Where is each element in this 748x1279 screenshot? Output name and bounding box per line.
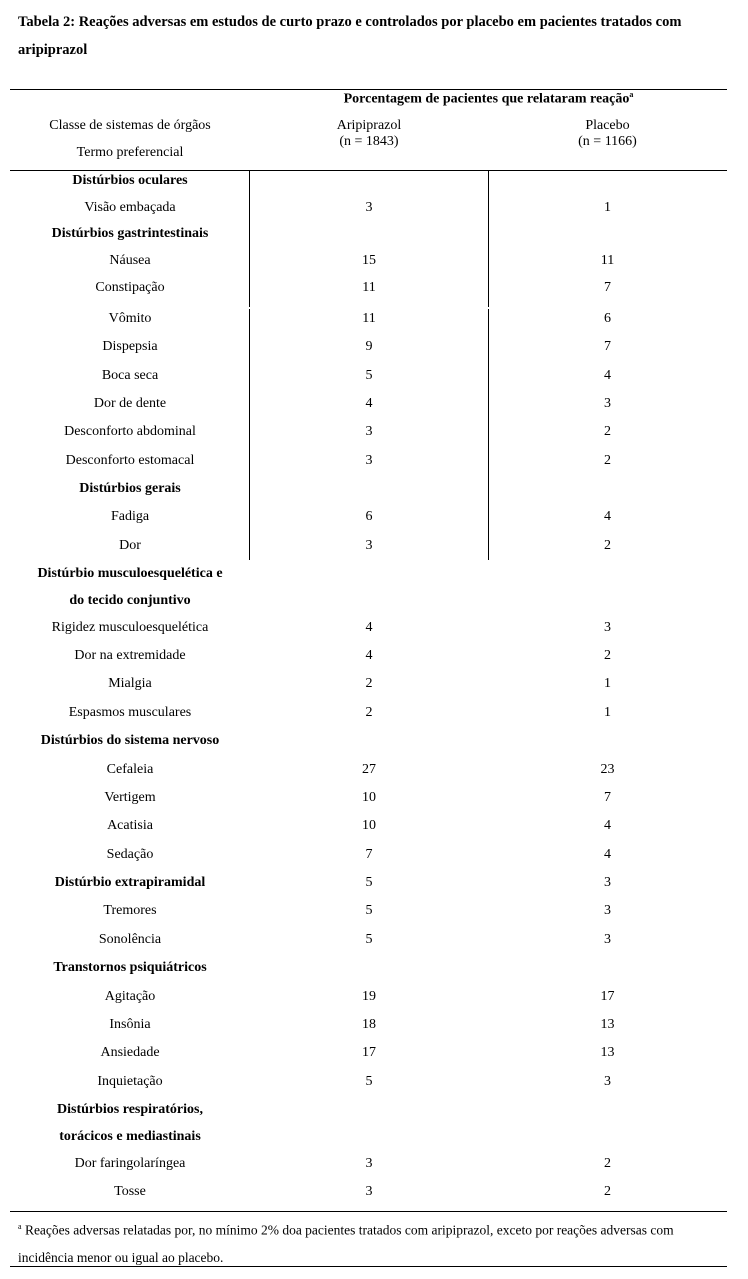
term-label: Agitação [104, 989, 156, 1004]
aripiprazol-value: 5 [365, 932, 373, 947]
term-label: Insônia [109, 1017, 151, 1032]
term-label: Constipação [95, 280, 165, 295]
term-label: Cefaleia [106, 762, 154, 777]
term-label: Inquietação [97, 1074, 163, 1089]
placebo-value: 2 [604, 538, 611, 553]
category-label: Distúrbios gerais [79, 481, 181, 496]
aripiprazol-value: 6 [365, 509, 373, 524]
term-label: Espasmos musculares [68, 705, 192, 720]
aripiprazol-value: 11 [362, 280, 376, 295]
placebo-value: 1 [604, 705, 611, 720]
category-label: do tecido conjuntivo [69, 593, 191, 608]
footnote-sup: a [18, 1222, 22, 1231]
table-title: Tabela 2: Reações adversas em estudos de curto prazo e controlados por placebo em pacientes tratados com aripiprazol [18, 14, 682, 58]
aripiprazol-value: 10 [362, 790, 376, 805]
category-label: Distúrbios do sistema nervoso [40, 733, 220, 748]
aripiprazol-value: 4 [365, 648, 373, 663]
term-label: Visão embaçada [84, 200, 176, 215]
placebo-value: 2 [604, 648, 611, 663]
placebo-value: 2 [604, 453, 611, 468]
aripiprazol-value: 3 [365, 200, 373, 215]
group-header-sup: a [629, 90, 634, 99]
col1-header-line1: Classe de sistemas de órgãos [49, 118, 211, 133]
col2-header-line2: (n = 1843) [339, 134, 399, 149]
placebo-value: 3 [604, 620, 611, 635]
aripiprazol-value: 2 [365, 705, 373, 720]
aripiprazol-value: 4 [365, 620, 373, 635]
placebo-value: 2 [604, 424, 611, 439]
term-label: Sonolência [98, 932, 162, 947]
category-label: Distúrbio extrapiramidal [54, 875, 206, 890]
col2-header [250, 118, 488, 150]
footnote [18, 1213, 728, 1271]
placebo-value: 3 [604, 1074, 611, 1089]
placebo-value: 2 [604, 1184, 611, 1199]
footnote-rule [10, 1266, 727, 1267]
aripiprazol-value: 5 [365, 1074, 373, 1089]
term-label: Dor faringolaríngea [74, 1156, 186, 1171]
group-header-text: Porcentagem de pacientes que relataram reação [343, 91, 630, 107]
term-label: Acatisia [107, 818, 153, 833]
aripiprazol-value: 3 [365, 1184, 373, 1199]
term-label: Desconforto estomacal [65, 453, 195, 468]
category-label: Distúrbios gastrintestinais [51, 226, 209, 241]
placebo-value: 13 [600, 1045, 615, 1060]
aripiprazol-value: 9 [365, 339, 373, 354]
category-label: Transtornos psiquiátricos [53, 960, 207, 975]
aripiprazol-value: 17 [362, 1045, 376, 1060]
aripiprazol-value: 10 [362, 818, 376, 833]
placebo-value: 6 [604, 311, 611, 326]
col3-header-line1: Placebo [585, 118, 630, 133]
term-label: Vertigem [104, 790, 156, 805]
col3-header [488, 118, 727, 150]
aripiprazol-value: 3 [365, 1156, 373, 1171]
placebo-value: 3 [604, 932, 611, 947]
category-label: Distúrbios oculares [72, 173, 188, 188]
term-label: Fadiga [110, 509, 150, 524]
category-label: torácicos e mediastinais [59, 1129, 201, 1144]
placebo-value: 3 [604, 903, 611, 918]
term-label: Ansiedade [100, 1045, 160, 1060]
placebo-value: 4 [604, 509, 611, 524]
placebo-value: 4 [604, 847, 611, 862]
category-label: Distúrbios respiratórios, [57, 1102, 203, 1117]
placebo-value: 2 [604, 1156, 611, 1171]
group-header [250, 90, 727, 108]
aripiprazol-value: 5 [365, 903, 373, 918]
term-label: Dispepsia [102, 339, 158, 354]
placebo-value: 13 [600, 1017, 615, 1032]
placebo-value: 7 [604, 280, 611, 295]
placebo-value: 17 [600, 989, 615, 1004]
term-label: Sedação [106, 847, 154, 862]
term-label: Tosse [114, 1184, 146, 1199]
term-label: Tremores [103, 903, 157, 918]
aripiprazol-value: 2 [365, 676, 373, 691]
col2-header-line1: Aripiprazol [336, 118, 402, 133]
col1-header-line2: Termo preferencial [76, 145, 184, 160]
aripiprazol-value: 5 [365, 368, 373, 383]
aripiprazol-value: 3 [365, 424, 373, 439]
aripiprazol-value: 11 [362, 311, 376, 326]
term-label: Dor de dente [93, 396, 167, 411]
col3-header-line2: (n = 1166) [578, 134, 637, 149]
aripiprazol-value: 27 [362, 762, 376, 777]
aripiprazol-value: 18 [362, 1017, 376, 1032]
footnote-text: Reações adversas relatadas por, no mínimo 2% doa pacientes tratados com aripiprazol, exceto por reações adversas com incidência menor ou igual ao placebo. [18, 1222, 674, 1265]
aripiprazol-value: 4 [365, 396, 373, 411]
placebo-value: 4 [604, 368, 611, 383]
term-label: Dor na extremidade [74, 648, 186, 663]
term-label: Desconforto abdominal [64, 424, 196, 439]
category-label: Distúrbio musculoesquelética e [37, 566, 223, 581]
term-label: Vômito [108, 311, 152, 326]
bottom-rule [10, 1211, 727, 1212]
placebo-value: 4 [604, 818, 611, 833]
aripiprazol-value: 3 [365, 453, 373, 468]
placebo-value: 7 [604, 790, 611, 805]
term-label: Mialgia [108, 676, 152, 691]
aripiprazol-value: 3 [365, 538, 373, 553]
term-label: Boca seca [101, 368, 159, 383]
placebo-value: 3 [604, 875, 611, 890]
placebo-value: 11 [600, 253, 615, 268]
aripiprazol-value: 7 [365, 847, 373, 862]
placebo-value: 1 [604, 676, 611, 691]
aripiprazol-value: 5 [365, 875, 373, 890]
term-label: Rigidez musculoesquelética [51, 620, 209, 635]
placebo-value: 7 [604, 339, 611, 354]
placebo-value: 1 [604, 200, 611, 215]
aripiprazol-value: 15 [362, 253, 376, 268]
placebo-value: 23 [600, 762, 615, 777]
placebo-value: 3 [604, 396, 611, 411]
term-label: Náusea [109, 253, 151, 268]
term-label: Dor [119, 538, 141, 553]
aripiprazol-value: 19 [362, 989, 376, 1004]
header-rule [10, 170, 727, 171]
